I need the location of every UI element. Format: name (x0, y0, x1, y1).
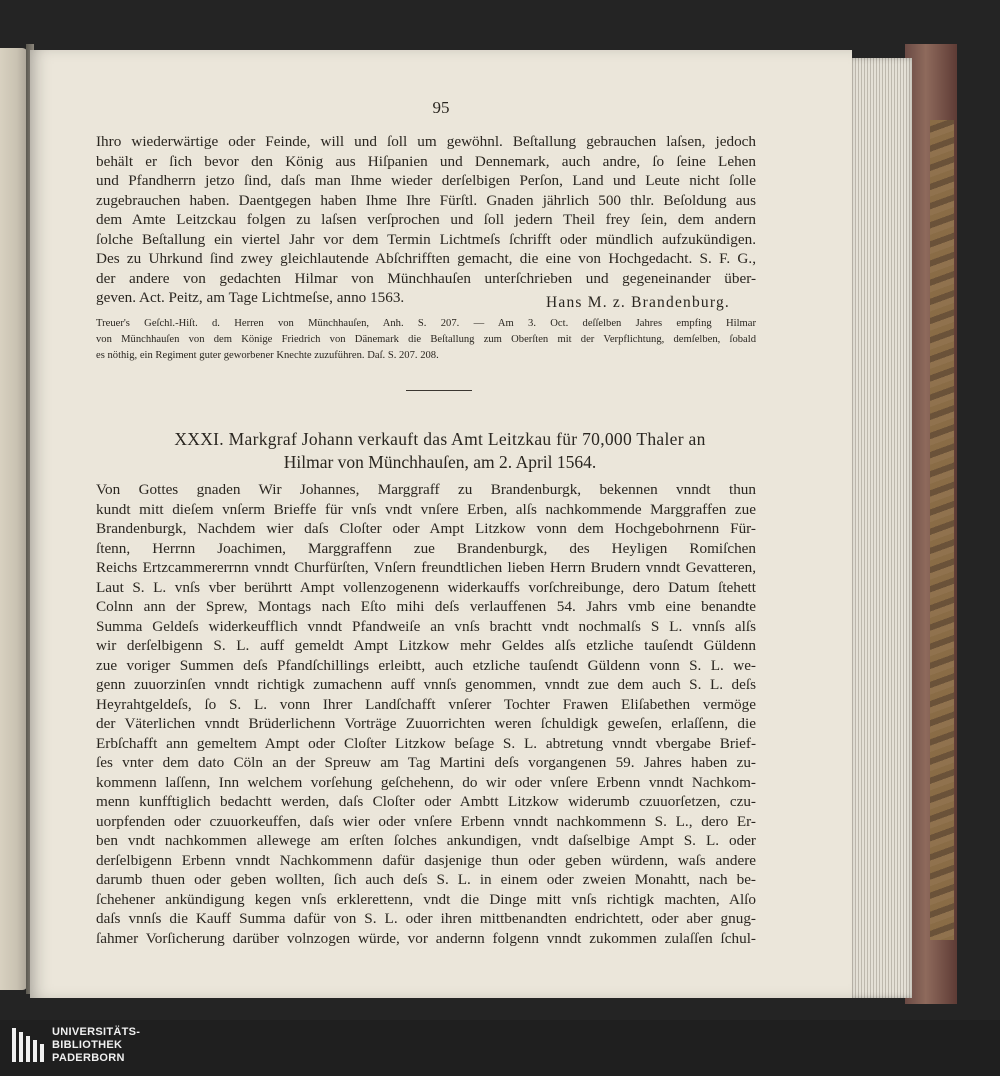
text-line: der Väterlichen vnndt Brüderlichenn Vorträge Zuuorrichten weren ſchuldigk geweſen, erlaſſenn, die (96, 715, 756, 732)
footnote-line: Treuer's Geſchl.-Hiſt. d. Herren von Münchhauſen, Anh. S. 207. — Am 3. Oct. deſſelben Jahres empfing Hilmar (96, 318, 756, 329)
text-line: dem Amte Leitzckau folgen zu laſsen verſprochen und ſoll jedern Theil frey ſein, dem andern (96, 211, 756, 228)
text-line: Laut S. L. vnſs vber berührtt Ampt vollenzogenenn widerkauffs vorſchreibunge, dero Datum ſtehett (96, 578, 756, 596)
text-line: Summa Geldeſs widerkeufflich vnndt Pfandweiſe an vnſs brachtt vndt nochmalſs S L. vnnſs alſs (96, 617, 756, 635)
library-logo-icon (12, 1028, 44, 1064)
library-logo-text (52, 1026, 140, 1065)
text-line: ſahmer Vorſicherung darüber volnzogen würde, vor andernn folgenn vnndt zukommen zulaſſen ſchul- (96, 929, 756, 947)
text-line: Erbſchafft ann gemeltem Ampt oder Cloſter Litzkow beſage S. L. abtretung vnndt vbergabe Brief- (96, 734, 756, 752)
page-fore-edge (850, 58, 912, 998)
text-line: geven. Act. Peitz, am Tage Lichtmeſse, anno 1563. (96, 289, 405, 306)
text-line: und Pfandherrn jetzo ſind, daſs man Ihme wieder derſelbigen Perſon, Land und Leute nicht ſolle (96, 172, 756, 189)
book-page (30, 50, 852, 998)
text-line: menn kunfftiglich bedachtt werden, daſs Cloſter oder Ambtt Litzkow widerumb czuuorſetzen, czu- (96, 793, 756, 810)
text-line: genn zuuorzinſen vnndt richtigk zumachenn auff vnnſs genommen, vnndt zue dem auch S. L. deſs (96, 676, 756, 693)
signature: Hans M. z. Brandenburg. (545, 294, 730, 311)
footnote-line: es nöthig, ein Regiment guter geworbener Knechte zuzuführen. Daſ. S. 207. 208. (96, 350, 439, 361)
footnote (96, 316, 756, 364)
marbled-cover (930, 120, 954, 940)
text-line: ſes vnter dem dato Cöln an der Spreuw am Tag Martini deſs vorgangenen 59. Jahres haben zu- (96, 754, 756, 771)
text-line: derſelbigenn Erbenn vnndt Nachkommenn dafür dasjenige thun oder geben würdenn, waſs andere (96, 851, 756, 869)
text-line: der andere von gedachten Hilmar von Münchhauſen unterſchrieben und gegeneinander über- (96, 269, 756, 287)
text-line: Heyrahtgeldeſs, ſo S. L. vonn Ihrer Landſchafft vnſerer Tochter Frawen Eliſabethen vermöge (96, 695, 756, 713)
section-divider (406, 390, 472, 391)
logo-line-3: PADERBORN (52, 1052, 125, 1064)
text-line: daſs vnnſs die Kauff Summa dafür von S. L. oder ihren mittbenandten endrichtett, oder aber gnug- (96, 910, 756, 927)
text-line: Von Gottes gnaden Wir Johannes, Marggraff zu Brandenburgk, bekennen vnndt thun (96, 481, 756, 498)
heading-line-2: Hilmar von Münchhauſen, am 2. April 1564. (283, 452, 597, 472)
logo-line-2: BIBLIOTHEK (52, 1039, 123, 1051)
text-line: ben vndt nachkommen allewege am erſten ſolches ankundigen, vndt daſselbige Ampt S. L. oder (96, 832, 756, 849)
section-heading (130, 428, 750, 474)
top-paragraph (96, 132, 756, 308)
page-number: 95 (432, 98, 450, 117)
text-line: kundt mitt dieſem vnſerm Brieffe für vnſs vndt vnſere Erben, alſs nachkommende Marggraffen zue (96, 500, 756, 518)
text-line: zugebrauchen haben. Daentgegen haben Ihme Ihre Fürſtl. Gnaden jährlich 500 thlr. Beſoldung aus (96, 191, 756, 209)
text-line: kommenn laſſenn, Inn welchem vorſehung geſchehenn, do wir oder vnſere Erbenn vnndt Nachkom- (96, 773, 756, 791)
text-line: ſchehener ankündigung kegen vnſs erklerettenn, vndt die Dinge mitt vnſs richtigk machten, Alſo (96, 890, 756, 908)
text-line: darumb thuen oder geben wollten, ſich auch deſs S. L. in einem oder zweien Monahtt, nach be- (96, 871, 756, 888)
text-line: zue voriger Summen deſs Pfandſchillings erleibtt, auch etzliche tauſendt Güldenn vonn S. L. we- (96, 656, 756, 674)
text-line: Brandenburgk, Nachdem wier daſs Cloſter oder Ampt Litzkow vonn dem Hochgebohrnenn Für- (96, 520, 756, 537)
text-line: uorpfenden oder czuuorkeuffen, daſs wier oder vnſere Erbenn vnndt nachkommenn S. L., dero Er- (96, 812, 756, 830)
text-line: Des zu Uhrkund ſind zwey gleichlautende Abſchrifften gemacht, die eine von Hochgedacht. S. F. G., (96, 250, 756, 267)
text-line: wir derſelbigenn S. L. auff gemeldt Ampt Litzkow mehr Geldes alſs etzliche tauſendt Güldenn (96, 637, 756, 654)
footnote-line: von Münchhauſen von dem Könige Friedrich von Dänemark die Beſtallung zum Oberſten mit der Verpflichtung, demſelben, ſobald (96, 334, 756, 345)
text-line: behält er ſich bevor den König aus Hiſpanien und Dennemark, auch andre, ſo ſeine Lehen (96, 152, 756, 170)
main-paragraph (96, 480, 756, 948)
logo-line-1: UNIVERSITÄTS- (52, 1026, 141, 1038)
text-line: ſtenn, Herrnn Joachimen, Marggraffenn zue Brandenburgk, des Heyligen Romiſchen (96, 539, 756, 557)
text-line: Ihro wiederwärtige oder Feinde, will und ſoll um gewöhnl. Beſtallung gebrauchen laſsen, jedoch (96, 133, 756, 150)
library-logo (0, 1020, 1000, 1076)
left-page-edge (0, 48, 28, 990)
text-line: Colnn ann der Sprew, Montags nach Eſto mihi deſs verlauffenen 54. Jahrs vmb eine benandte (96, 598, 756, 615)
heading-line-1: XXXI. Markgraf Johann verkauft das Amt Leitzkau für 70,000 Thaler an (174, 429, 706, 449)
text-line: ſolche Beſtallung ein viertel Jahr vor dem Termin Lichtmeſs ſchrifft oder mündlich aufzukündigen. (96, 230, 756, 248)
text-line: Reichs Ertzcammererrnn vnndt Churfürſten, Vnſern freundtlichen lieben Herrn Brudern vnndt Gevatteren, (96, 559, 756, 576)
